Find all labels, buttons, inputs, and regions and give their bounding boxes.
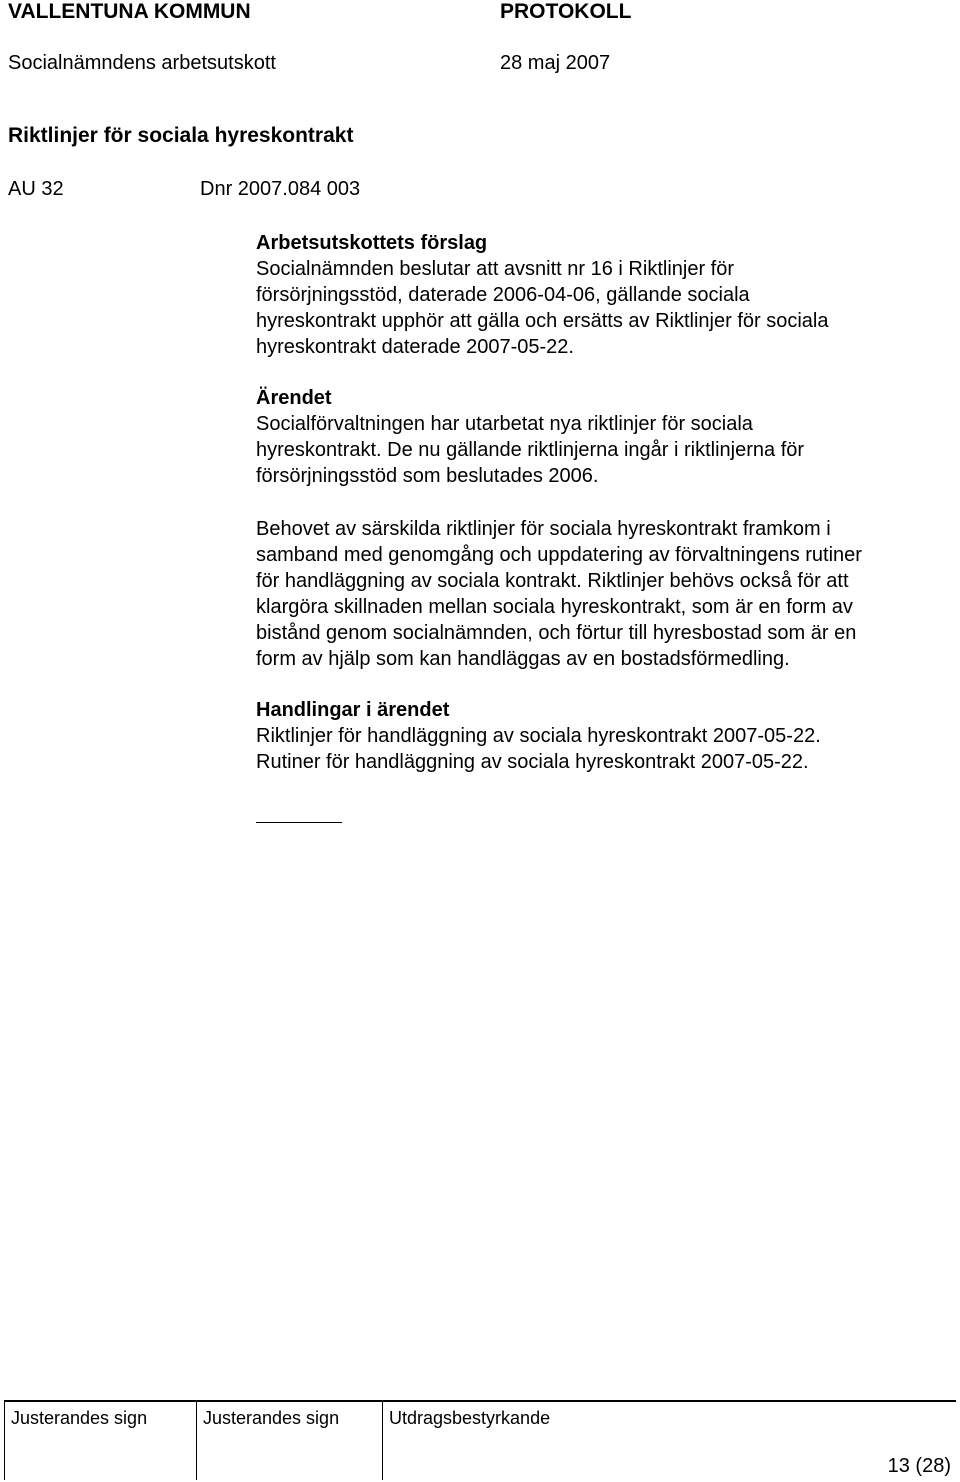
org-name: VALLENTUNA KOMMUN	[8, 0, 251, 23]
dnr-number: Dnr 2007.084 003	[200, 178, 361, 200]
section-need	[256, 516, 956, 672]
au-number: AU 32	[8, 178, 64, 200]
sign-label: Justerandes sign	[203, 1408, 340, 1428]
page-number: 13 (28)	[887, 1455, 951, 1477]
body-line: Socialförvaltningen har utarbetat nya riktlinjer för sociala	[256, 413, 753, 435]
body-line: hyreskontrakt. De nu gällande riktlinjerna ingår i riktlinjerna för	[256, 439, 805, 461]
body-line: hyreskontrakt upphör att gälla och ersätts av Riktlinjer för sociala	[256, 310, 829, 332]
body-line: Behovet av särskilda riktlinjer för sociala hyreskontrakt framkom i	[256, 518, 831, 540]
sign-label: Justerandes sign	[11, 1408, 148, 1428]
body-line: form av hjälp som kan handläggas av en bostadsförmedling.	[256, 648, 790, 670]
section-heading: Ärendet	[256, 387, 332, 409]
section-divider	[256, 822, 342, 823]
section-matter	[256, 385, 956, 489]
body-line: för handläggning av sociala kontrakt. Riktlinjer behövs också för att	[256, 570, 849, 592]
body-line: bistånd genom socialnämnden, och förtur till hyresbostad som är en	[256, 622, 857, 644]
body-line: samband med genomgång och uppdatering av förvaltningens rutiner	[256, 544, 862, 566]
section-proposal	[256, 230, 956, 360]
body-line: Socialnämnden beslutar att avsnitt nr 16 i Riktlinjer för	[256, 258, 735, 280]
body-line: Rutiner för handläggning av sociala hyreskontrakt 2007-05-22.	[256, 751, 809, 773]
meeting-date: 28 maj 2007	[500, 52, 611, 74]
signature-footer	[4, 1400, 956, 1480]
section-heading: Handlingar i ärendet	[256, 699, 450, 721]
body-line: försörjningsstöd som beslutades 2006.	[256, 465, 599, 487]
extract-box	[382, 1402, 957, 1480]
extract-label: Utdragsbestyrkande	[389, 1408, 551, 1428]
page-title: Riktlinjer för sociala hyreskontrakt	[8, 124, 354, 147]
body-line: försörjningsstöd, daterade 2006-04-06, gällande sociala	[256, 284, 750, 306]
section-heading: Arbetsutskottets förslag	[256, 232, 488, 254]
sign-box-1	[4, 1402, 195, 1480]
body-line: Riktlinjer för handläggning av sociala hyreskontrakt 2007-05-22.	[256, 725, 821, 747]
section-documents	[256, 697, 956, 775]
sign-box-2	[196, 1402, 381, 1480]
committee-name: Socialnämndens arbetsutskott	[8, 52, 276, 74]
doc-type: PROTOKOLL	[500, 0, 632, 23]
body-line: hyreskontrakt daterade 2007-05-22.	[256, 336, 574, 358]
body-line: klargöra skillnaden mellan sociala hyreskontrakt, som är en form av	[256, 596, 853, 618]
